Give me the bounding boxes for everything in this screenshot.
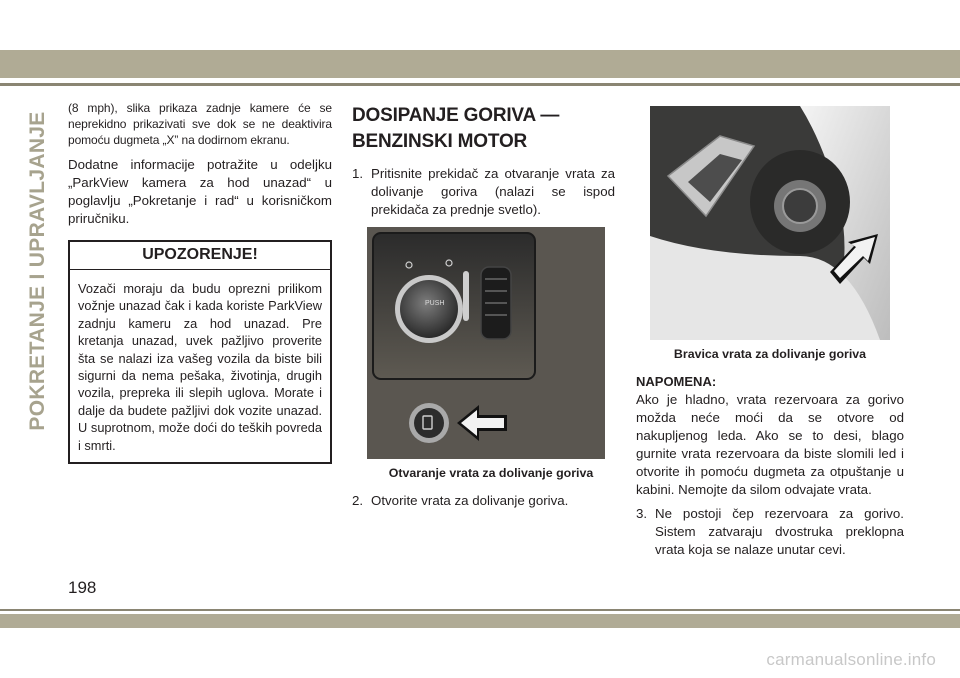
warning-text: Vozači moraju da budu oprezni prilikom vožnje unazad čak i kada koriste ParkView zadnju kameru za hod unazad. Pre kretanja unazad, uvek pažljivo proverite šta se nalazi iza vašeg vozila da biste bili sigurni da nema pešaka, životinja, drugih vozila, prepreka ili slepih uglova. Morate i dalje da budete pažljivi dok vozite unazad. U suprotnom, može doći do teških povreda i smrti. xyxy=(78,281,322,453)
column-left xyxy=(68,100,332,464)
page-number: 198 xyxy=(68,578,97,597)
section-heading: DOSIPANJE GORIVA — BENZINSKI MOTOR xyxy=(352,105,560,152)
warning-box xyxy=(68,240,332,464)
step-1 xyxy=(352,165,615,219)
step-text: Pritisnite prekidač za otvaranje vrata za dolivanje goriva (nalazi se ispod prekidača za prednje svetlo). xyxy=(371,166,615,217)
info-paragraph: Dodatne informacije potražite u odeljku „ParkView kamera za hod unazad“ u poglavlju „Pokretanje i rad“ u korisničkom priručniku. xyxy=(68,157,332,226)
photo-caption-fuel-door: Bravica vrata za dolivanje goriva xyxy=(673,347,867,361)
step-3 xyxy=(636,505,904,559)
svg-text:PUSH: PUSH xyxy=(425,300,445,307)
step-text: Otvorite vrata za dolivanje goriva. xyxy=(371,493,569,508)
step-number: 2. xyxy=(352,493,364,508)
watermark-text: carmanualsonline.info xyxy=(766,650,936,669)
intro-paragraph: (8 mph), slika prikaza zadnje kamere će se neprekidno prikazivati sve dok se ne deaktivira pomoću dugmeta „X” na dodirnom ekranu. xyxy=(68,101,332,147)
headlight-switch-photo xyxy=(367,227,605,459)
header-band xyxy=(0,50,960,78)
header-rule xyxy=(0,83,960,86)
note-title: NAPOMENA: xyxy=(636,374,717,389)
step-2 xyxy=(352,492,615,510)
photo-caption-switch: Otvaranje vrata za dolivanje goriva xyxy=(388,466,594,480)
step-text: Ne postoji čep rezervoara za gorivo. Sistem zatvaraju dvostruka preklopna vrata koja se nalaze unutar cevi. xyxy=(655,506,904,557)
column-right xyxy=(636,100,904,565)
footer-band xyxy=(0,614,960,628)
step-number: 3. xyxy=(636,506,648,521)
footer-rule xyxy=(0,609,960,611)
warning-title: UPOZORENJE! xyxy=(70,242,330,270)
chapter-side-label: POKRETANJE I UPRAVLJANJE xyxy=(26,111,49,431)
note-text: Ako je hladno, vrata rezervoara za gorivo možda neće moći da se otvore od nakupljenog leda. Ako se to desi, blago gurnite vrata rezervoara da biste slomili led i otvorite ih pomoću dugmeta za otpuštanje u kabini. Nemojte da silom odvajate vrata. xyxy=(636,392,904,497)
fuel-door-photo xyxy=(650,106,890,340)
step-number: 1. xyxy=(352,166,364,181)
column-middle xyxy=(352,100,615,516)
